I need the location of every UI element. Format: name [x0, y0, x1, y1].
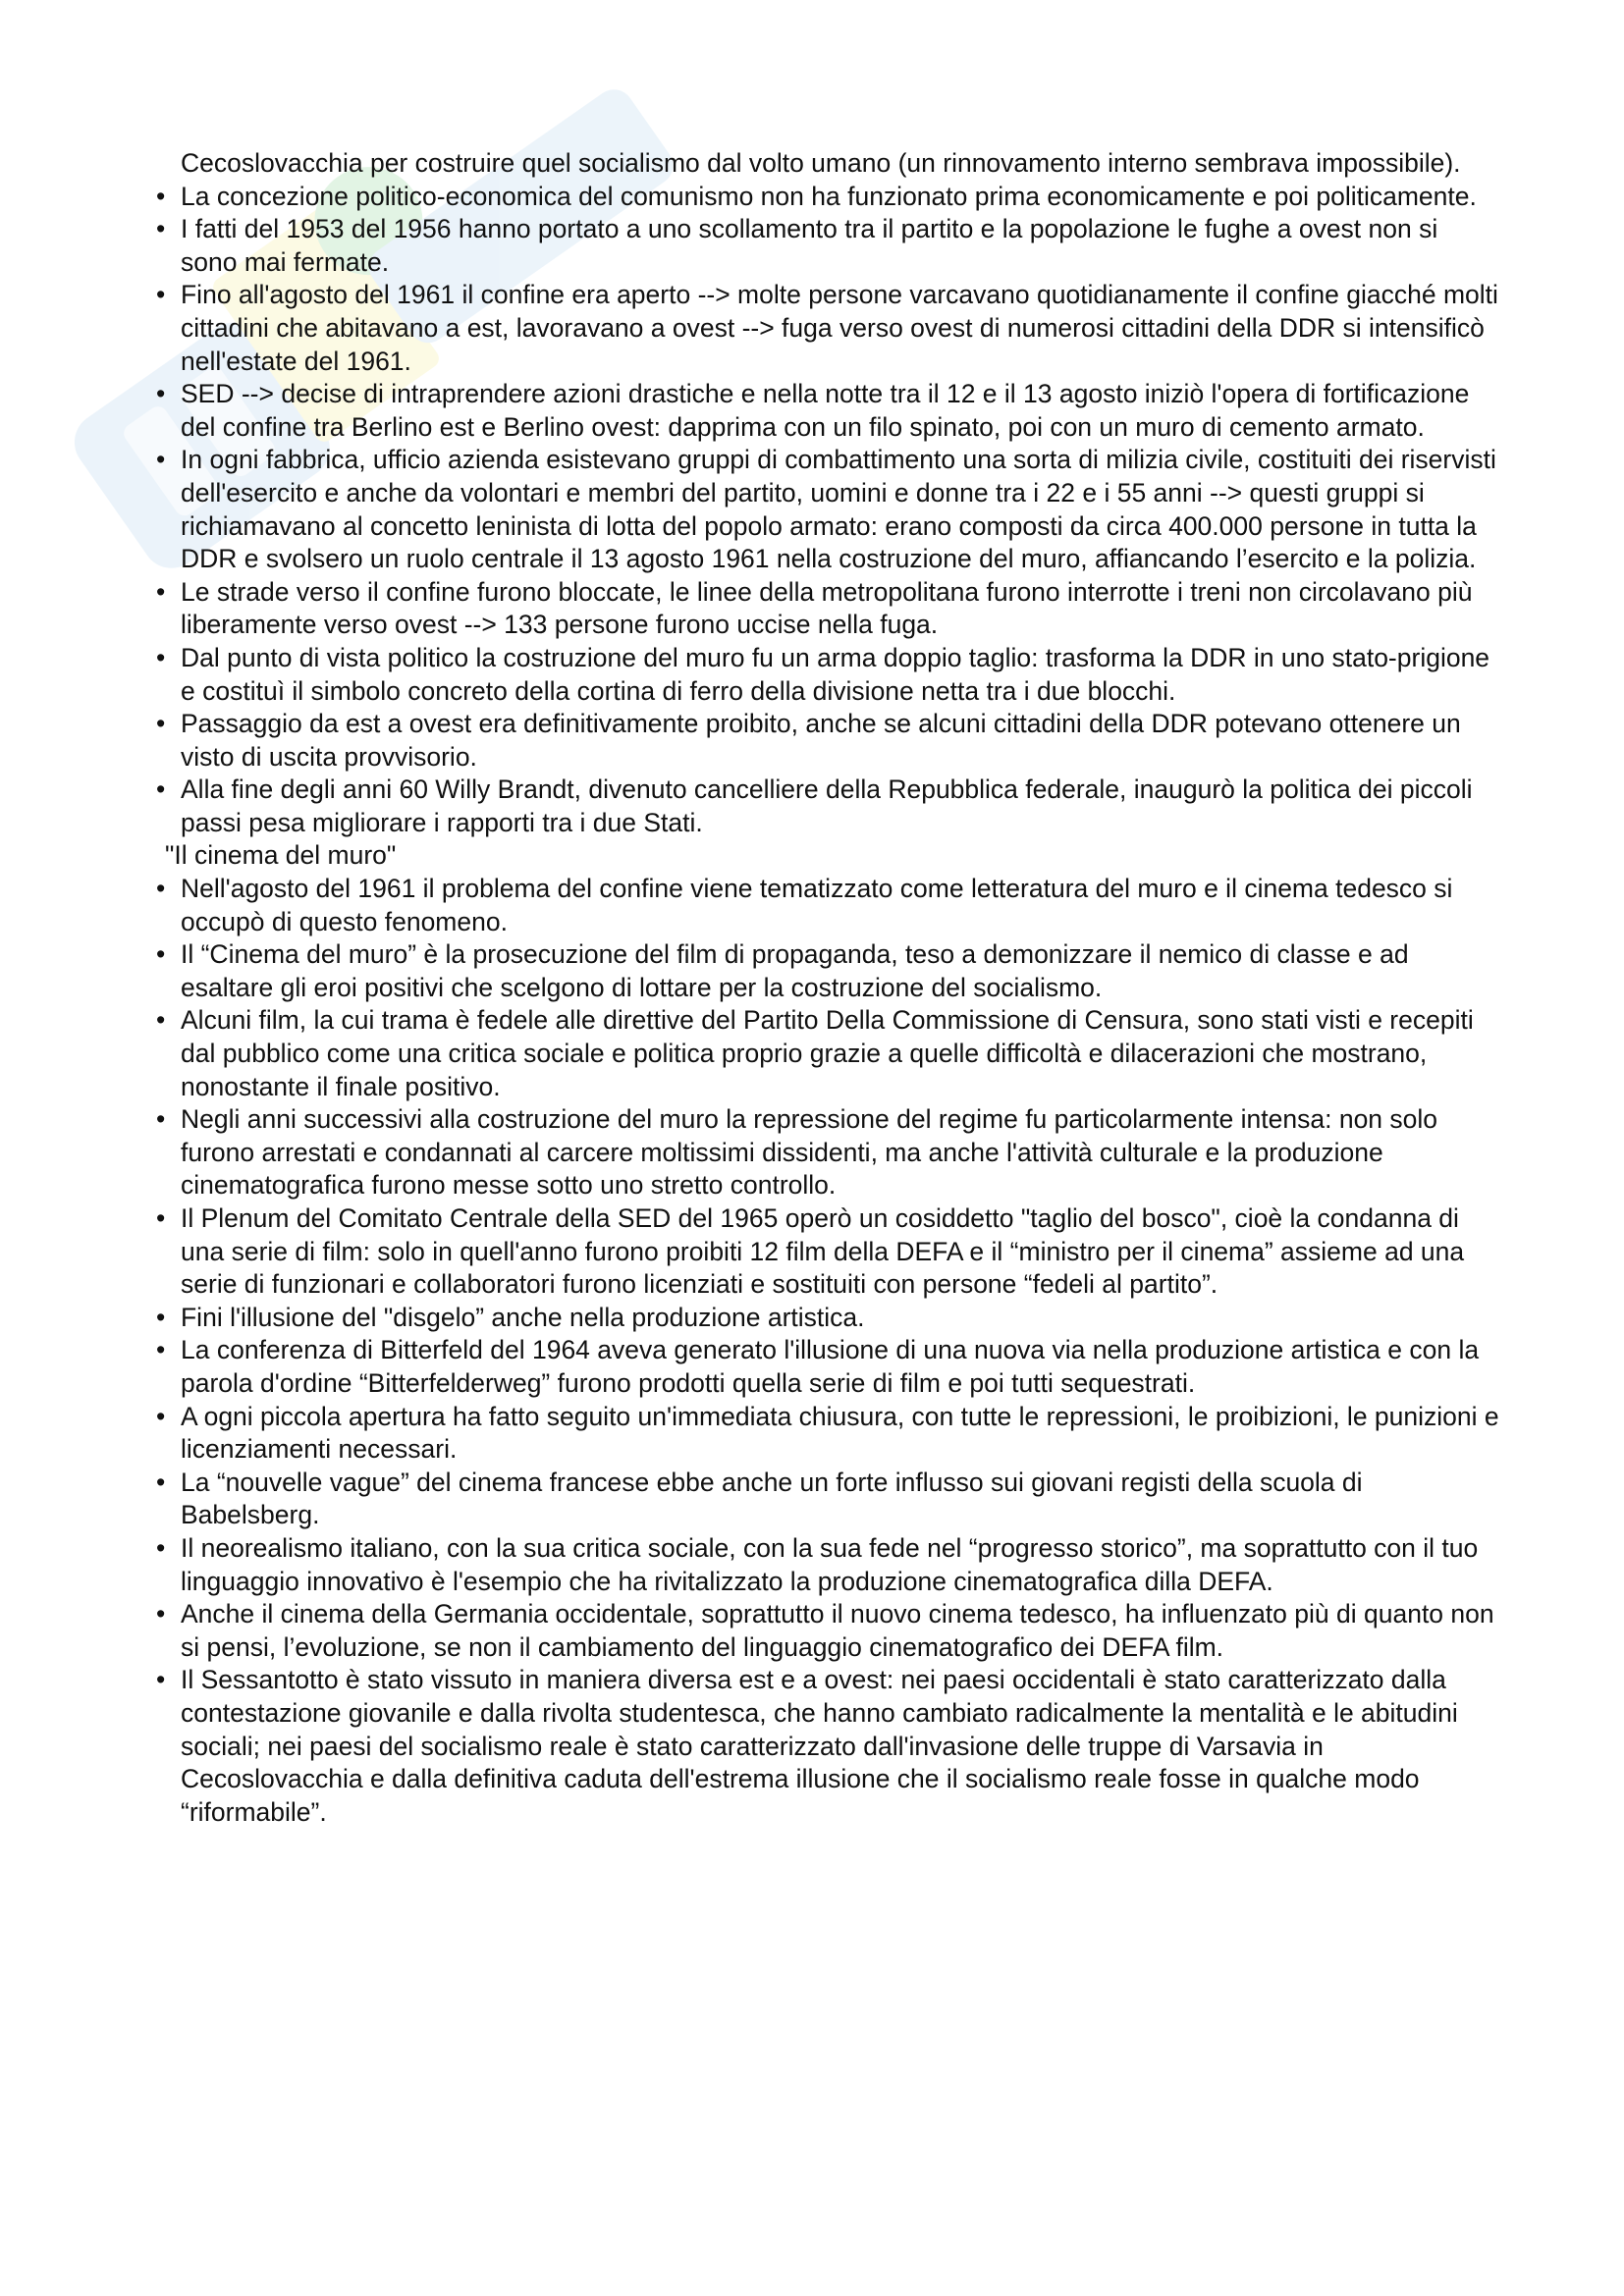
bullet-icon: •	[156, 939, 166, 970]
list-item: • A ogni piccola apertura ha fatto seguito un'immediata chiusura, con tutte le repressioni, le proibizioni, le punizioni e licenziamenti necessari.	[156, 1401, 1499, 1465]
bullet-icon: •	[156, 874, 166, 904]
list-item: • SED --> decise di intraprendere azioni drastiche e nella notte tra il 12 e il 13 agosto iniziò l'opera di fortificazione del confine tra Berlino est e Berlino ovest: dapprima con un filo spinato, poi con un muro di cemento armato.	[156, 379, 1470, 442]
bullet-icon: •	[156, 774, 166, 805]
bullet-icon: •	[156, 1302, 166, 1332]
list-item: • Nell'agosto del 1961 il problema del confine viene tematizzato come letteratura del muro e il cinema tedesco si occupò di questo fenomeno.	[156, 874, 1453, 936]
bullet-icon: •	[156, 1005, 166, 1036]
bullet-list-a	[156, 181, 1500, 840]
bullet-icon: •	[156, 1532, 166, 1563]
bullet-icon: •	[156, 379, 166, 409]
list-item: • La concezione politico-economica del comunismo non ha funzionato prima economicamente e poi politicamente.	[165, 181, 1500, 214]
list-item: • I fatti del 1953 del 1956 hanno portato a uno scollamento tra il partito e la popolazione le fughe a ovest non si sono mai fermate.	[156, 214, 1438, 277]
list-item: • Anche il cinema della Germania occidentale, soprattutto il nuovo cinema tedesco, ha influenzato più di quanto non si pensi, l’evoluzione, se non il cambiamento del linguaggio cinematografico dei DEFA film.	[156, 1599, 1494, 1662]
bullet-icon: •	[156, 214, 166, 244]
bullet-icon: •	[156, 280, 166, 310]
bullet-list-b	[156, 873, 1500, 1829]
intro-paragraph: Cecoslovacchia per costruire quel socialismo dal volto umano (un rinnovamento interno sembrava impossibile).	[181, 148, 1461, 178]
bullet-icon: •	[156, 1467, 166, 1497]
list-item: • Fini l'illusione del "disgelo” anche nella produzione artistica.	[165, 1302, 1500, 1335]
list-item: • La conferenza di Bitterfeld del 1964 aveva generato l'illusione di una nuova via nella produzione artistica e con la parola d'ordine “Bitterfelderweg” furono prodotti quella serie di film e poi tutti sequestrati.	[156, 1335, 1480, 1398]
bullet-icon: •	[156, 181, 166, 211]
bullet-icon: •	[156, 1599, 166, 1629]
list-item: • Le strade verso il confine furono bloccate, le linee della metropolitana furono interrotte i treni non circolavano più liberamente verso ovest --> 133 persone furono uccise nella fuga.	[156, 576, 1473, 640]
list-item: • Il neorealismo italiano, con la sua critica sociale, con la sua fede nel “progresso storico”, ma soprattutto con il tuo linguaggio innovativo è l'esempio che ha rivitalizzato la produzione cinematografica dilla DEFA.	[156, 1532, 1479, 1596]
list-item: • In ogni fabbrica, ufficio azienda esistevano gruppi di combattimento una sorta di milizia civile, costituiti dei riservisti dell'esercito e anche da volontari e membri del partito, uomini e donne tra i 22 e i 55 anni --> questi gruppi si richiamavano al concetto leninista di lotta del popolo armato: erano composti da circa 400.000 persone in tutta la DDR e svolsero un ruolo centrale il 13 agosto 1961 nella costruzione del muro, affiancando l’esercito e la polizia.	[156, 445, 1496, 574]
bullet-icon: •	[156, 445, 166, 475]
list-item: • Alcuni film, la cui trama è fedele alle direttive del Partito Della Commissione di Censura, sono stati visti e recepiti dal pubblico come una critica sociale e politica proprio grazie a quelle difficoltà e dilacerazioni che mostrano, nonostante il finale positivo.	[156, 1005, 1474, 1101]
list-item: • Il “Cinema del muro” è la prosecuzione del film di propaganda, teso a demonizzare il nemico di classe e ad esaltare gli eroi positivi che scelgono di lottare per la costruzione del socialismo.	[156, 939, 1409, 1002]
bullet-icon: •	[156, 576, 166, 607]
bullet-icon: •	[156, 1335, 166, 1365]
list-item: • Negli anni successivi alla costruzione del muro la repressione del regime fu particolarmente intensa: non solo furono arrestati e condannati al carcere moltissimi dissidenti, ma anche l'attività culturale e la produzione cinematografica furono messe sotto uno stretto controllo.	[156, 1104, 1438, 1201]
list-item: • Alla fine degli anni 60 Willy Brandt, divenuto cancelliere della Repubblica federale, inaugurò la politica dei piccoli passi pesa migliorare i rapporti tra i due Stati.	[156, 774, 1473, 837]
bullet-icon: •	[156, 642, 166, 672]
list-item: • La “nouvelle vague” del cinema francese ebbe anche un forte influsso sui giovani registi della scuola di Babelsberg.	[156, 1467, 1363, 1530]
bullet-icon: •	[156, 1665, 166, 1695]
list-item: • Dal punto di vista politico la costruzione del muro fu un arma doppio taglio: trasforma la DDR in uno stato-prigione e costituì il simbolo concreto della cortina di ferro della divisione netta tra i due blocchi.	[156, 642, 1490, 706]
list-item: • Il Sessantotto è stato vissuto in maniera diversa est e a ovest: nei paesi occidentali è stato caratterizzato dalla contestazione giovanile e dalla rivolta studentesca, che hanno cambiato radicalmente la mentalità e le abitudini sociali; nei paesi del socialismo reale è stato caratterizzato dall'invasione delle truppe di Varsavia in Cecoslovacchia e dalla definitiva caduta dell'estrema illusione che il socialismo reale fosse in qualche modo “riformabile”.	[156, 1665, 1458, 1827]
section-heading: "Il cinema del muro"	[165, 840, 397, 871]
bullet-icon: •	[156, 1104, 166, 1135]
bullet-icon: •	[156, 1401, 166, 1431]
list-item: • Fino all'agosto del 1961 il confine era aperto --> molte persone varcavano quotidianamente il confine giacché molti cittadini che abitavano a est, lavoravano a ovest --> fuga verso ovest di numerosi cittadini della DDR si intensificò nell'estate del 1961.	[156, 280, 1498, 376]
document-body	[156, 147, 1500, 1829]
list-item: • Passaggio da est a ovest era definitivamente proibito, anche se alcuni cittadini della DDR potevano ottenere un visto di uscita provvisorio.	[156, 709, 1461, 772]
bullet-icon: •	[156, 1203, 166, 1233]
bullet-icon: •	[156, 709, 166, 739]
list-item: • Il Plenum del Comitato Centrale della SED del 1965 operò un cosiddetto "taglio del bosco", cioè la condanna di una serie di film: solo in quell'anno furono proibiti 12 film della DEFA e il “ministro per il cinema” assieme ad una serie di funzionari e collaboratori furono licenziati e sostituiti con persone “fedeli al partito”.	[156, 1203, 1465, 1300]
